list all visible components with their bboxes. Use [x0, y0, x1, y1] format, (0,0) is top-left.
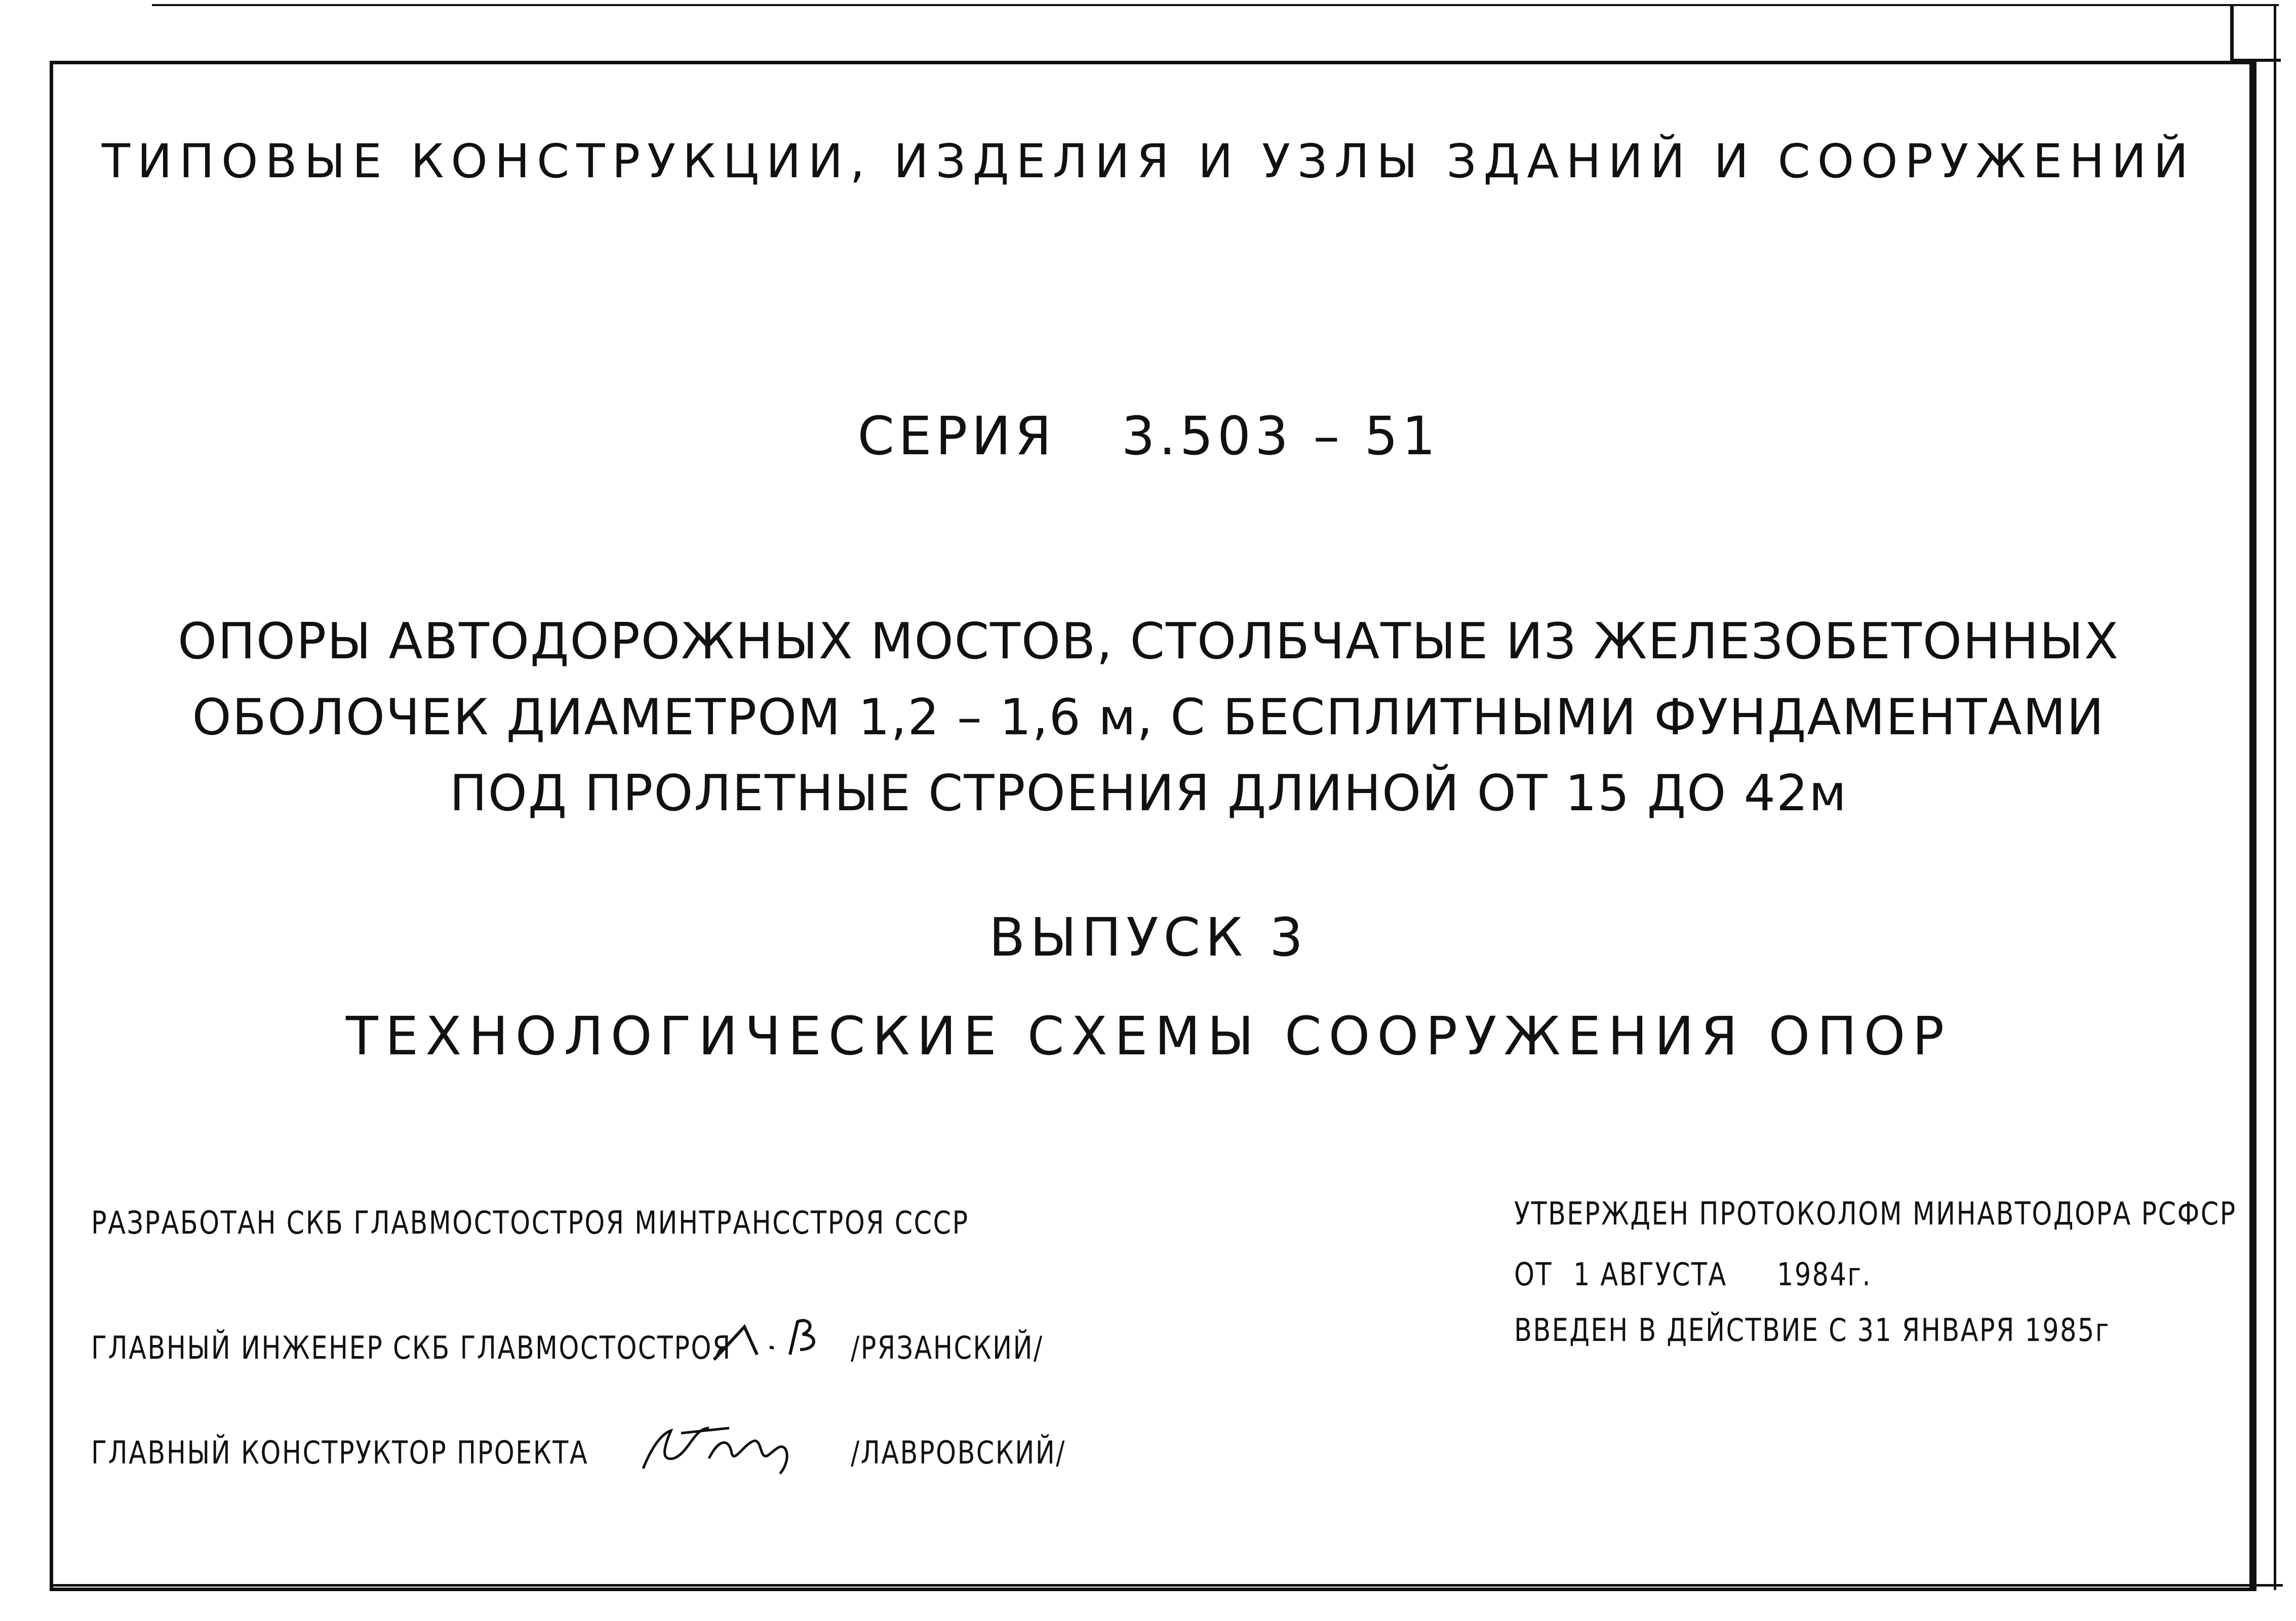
issue-number: ВЫПУСК 3	[988, 906, 1309, 968]
approval-date	[1514, 1256, 1872, 1293]
chief-engineer-role: ГЛАВНЫЙ ИНЖЕНЕР СКБ ГЛАВМОСТОСТРОЯ	[91, 1329, 732, 1366]
title-line-2: ОБОЛОЧЕК ДИАМЕТРОМ 1,2 – 1,6 м, С БЕСПЛИТНЫМИ ФУНДАМЕНТАМИ	[192, 689, 2105, 746]
outer-right-border	[2274, 5, 2276, 1590]
effective-date: ВВЕДЕН В ДЕЙСТВИЕ С 31 ЯНВАРЯ 1985г	[1514, 1312, 2110, 1349]
chief-engineer-signature	[709, 1307, 851, 1367]
title-line-3: ПОД ПРОЛЕТНЫЕ СТРОЕНИЯ ДЛИНОЙ ОТ 15 ДО 42м	[449, 765, 1848, 822]
approval-line: УТВЕРЖДЕН ПРОТОКОЛОМ МИНАВТОДОРА РСФСР	[1514, 1195, 2237, 1232]
chief-engineer-name: /РЯЗАНСКИЙ/	[851, 1329, 1044, 1366]
frame-bottom-line	[50, 1584, 2283, 1587]
top-border-line	[152, 4, 2279, 6]
approval-date-year: 1984г.	[1777, 1256, 1872, 1293]
chief-designer-name: /ЛАВРОВСКИЙ/	[851, 1434, 1066, 1471]
series-line	[50, 405, 2247, 467]
chief-designer-signature	[633, 1413, 810, 1479]
title-line-1: ОПОРЫ АВТОДОРОЖНЫХ МОСТОВ, СТОЛБЧАТЫЕ ИЗ ЖЕЛЕЗОБЕТОННЫХ	[178, 613, 2119, 670]
series-label: СЕРИЯ	[857, 405, 1056, 467]
approval-date-prefix: ОТ	[1514, 1256, 1553, 1293]
corner-stamp-box	[2230, 5, 2281, 62]
approval-date-day-month: 1 АВГУСТА	[1573, 1256, 1727, 1293]
developed-by: РАЗРАБОТАН СКБ ГЛАВМОСТОСТРОЯ МИНТРАНССТРОЯ СССР	[91, 1204, 969, 1241]
series-number: 3.503 – 51	[1121, 405, 1440, 467]
issue-subtitle: ТЕХНОЛОГИЧЕСКИЕ СХЕМЫ СООРУЖЕНИЯ ОПОР	[345, 1005, 1952, 1067]
chief-designer-role: ГЛАВНЫЙ КОНСТРУКТОР ПРОЕКТА	[91, 1434, 589, 1471]
document-header: ТИПОВЫЕ КОНСТРУКЦИИ, ИЗДЕЛИЯ И УЗЛЫ ЗДАНИЙ И СООРУЖЕНИЙ	[101, 134, 2196, 188]
